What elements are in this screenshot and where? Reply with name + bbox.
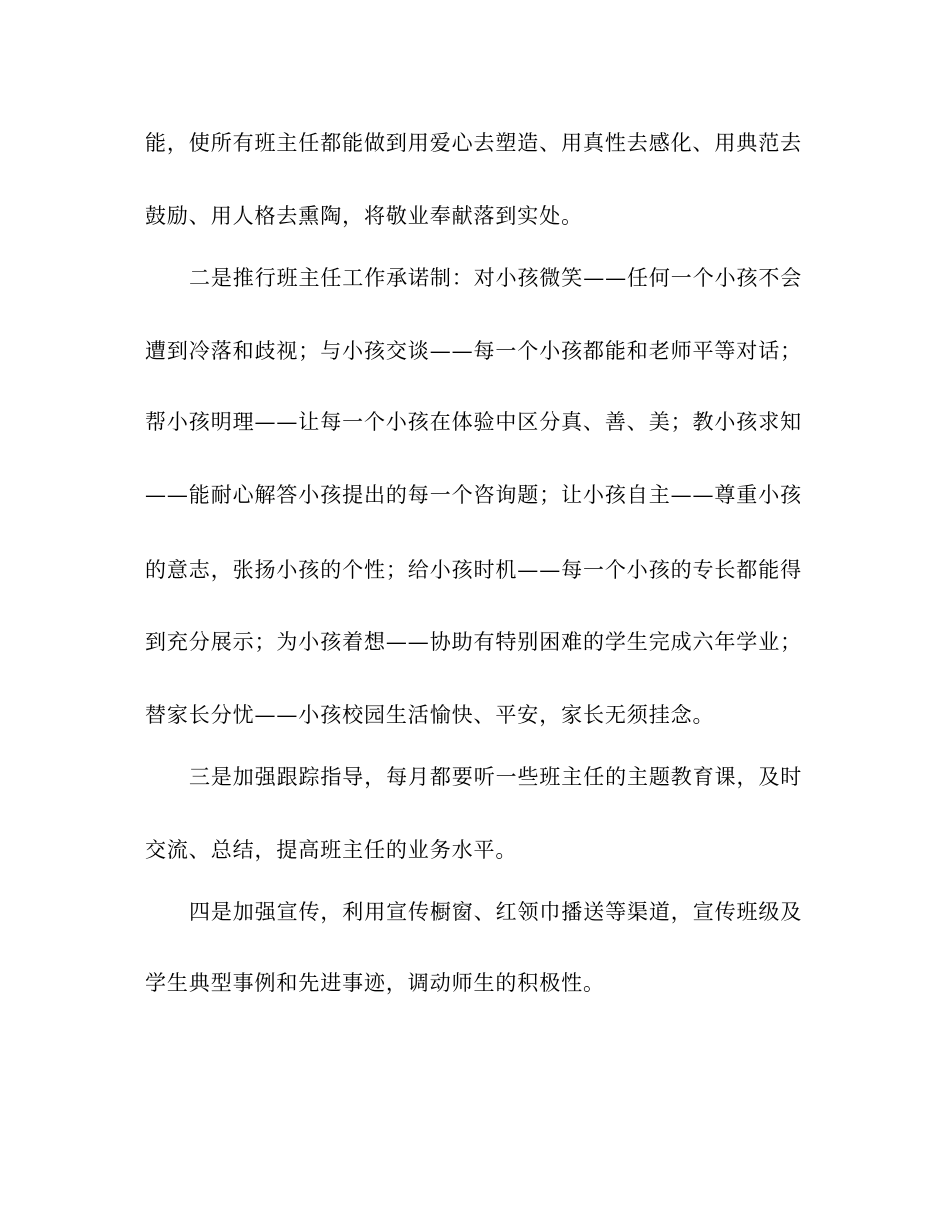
body-text-line: 替家长分忧——小孩校园生活愉快、平安，家长无须挂念。 <box>145 703 715 727</box>
body-text-line: 遭到冷落和歧视；与小孩交谈——每一个小孩都能和老师平等对话； <box>145 339 802 363</box>
body-text-line: ——能耐心解答小孩提出的每一个咨询题；让小孩自主——尊重小孩 <box>145 483 802 507</box>
body-text-line: 能，使所有班主任都能做到用爱心去塑造、用真性去感化、用典范去 <box>145 131 802 155</box>
paragraph-2-first-line: 二是推行班主任工作承诺制：对小孩微笑——任何一个小孩不会 <box>189 266 803 290</box>
paragraph-4-first-line: 四是加强宣传，利用宣传橱窗、红领巾播送等渠道，宣传班级及 <box>189 900 803 924</box>
body-text-line: 帮小孩明理——让每一个小孩在体验中区分真、善、美；教小孩求知 <box>145 410 802 434</box>
body-text-line: 鼓励、用人格去熏陶，将敬业奉献落到实处。 <box>145 204 583 228</box>
body-text-line: 交流、总结，提高班主任的业务水平。 <box>145 838 518 862</box>
body-text-line: 到充分展示；为小孩着想——协助有特别困难的学生完成六年学业； <box>145 630 802 654</box>
body-text-line: 学生典型事例和先进事迹，调动师生的积极性。 <box>145 971 605 995</box>
paragraph-3-first-line: 三是加强跟踪指导，每月都要听一些班主任的主题教育课，及时 <box>189 765 803 789</box>
body-text-line: 的意志，张扬小孩的个性；给小孩时机——每一个小孩的专长都能得 <box>145 558 802 582</box>
